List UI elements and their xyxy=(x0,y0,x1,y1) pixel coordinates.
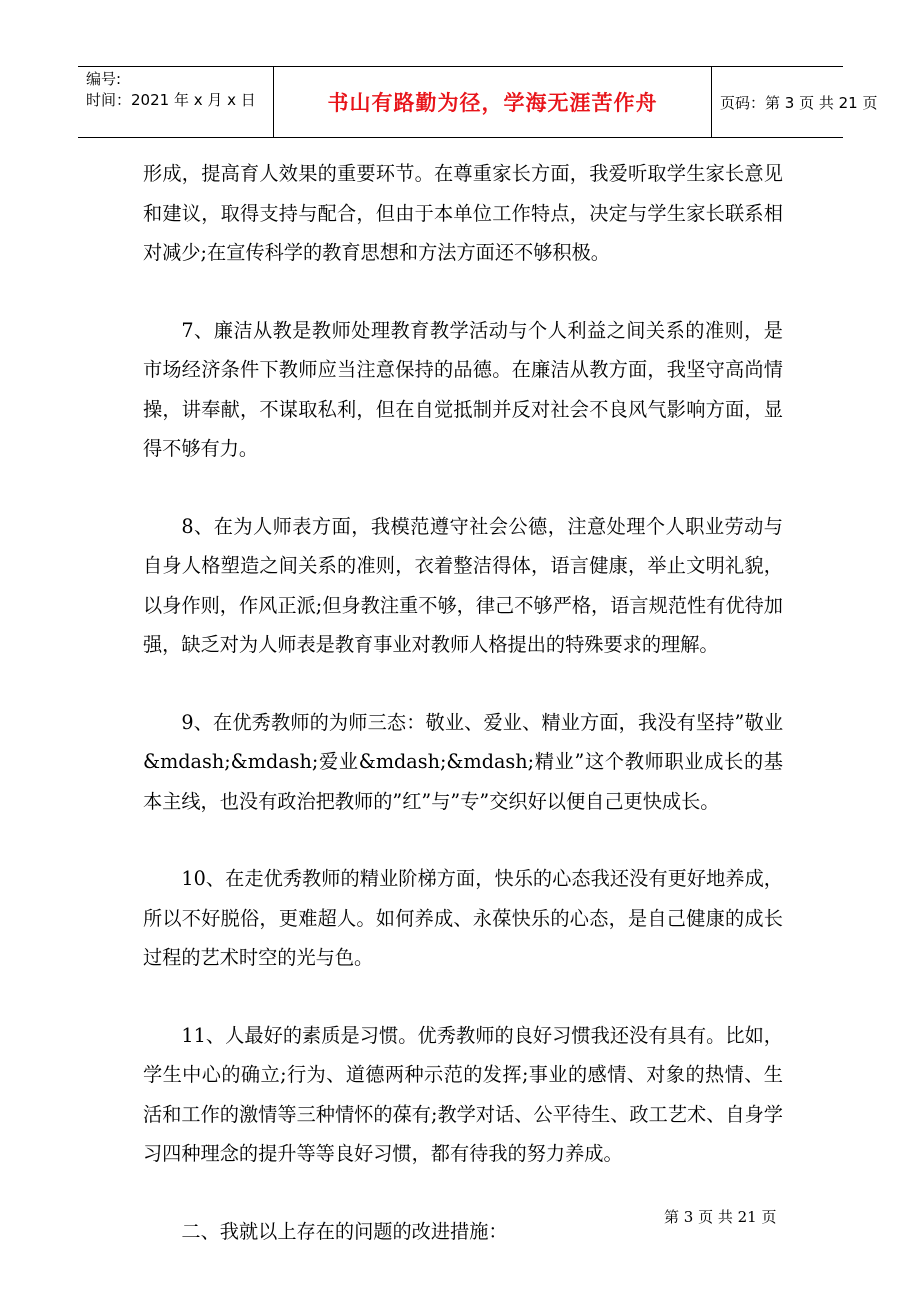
page-footer: 第 3 页 共 21 页 xyxy=(664,1208,777,1226)
header-motto-cell xyxy=(274,67,712,137)
paragraph-item-10: 10、在走优秀教师的精业阶梯方面，快乐的心态我还没有更好地养成，所以不好脱俗，更难超人。如何养成、永葆快乐的心态，是自己健康的成长过程的艺术时空的光与色。 xyxy=(143,867,783,969)
document-body xyxy=(143,154,783,1289)
paragraph-continuation: 形成，提高育人效果的重要环节。在尊重家长方面，我爱听取学生家长意见和建议，取得支持与配合，但由于本单位工作特点，决定与学生家长联系相对减少;在宣传科学的教育思想和方法方面还不够积极。 xyxy=(143,162,783,264)
paragraph-item-8: 8、在为人师表方面，我模范遵守社会公德，注意处理个人职业劳动与自身人格塑造之间关系的准则，衣着整洁得体，语言健康，举止文明礼貌，以身作则，作风正派;但身教注重不够，律己不够严格，语言规范性有优待加强，缺乏对为人师表是教育事业对教师人格提出的特殊要求的理解。 xyxy=(143,514,783,656)
page-header xyxy=(78,66,878,138)
header-page-cell xyxy=(712,67,878,137)
document-id-label: 编号: xyxy=(86,70,122,88)
paragraph-item-9: 9、在优秀教师的为师三态：敬业、爱业、精业方面，我没有坚持”敬业&mdash;&mdash;爱业&mdash;&mdash;精业”这个教师职业成长的基本主线，也没有政治把教师的”红”与”专”交织好以便自己更快成长。 xyxy=(143,710,783,813)
header-motto: 书山有路勤为径，学海无涯苦作舟 xyxy=(327,91,658,115)
header-page-info: 页码：第 3 页 共 21 页 xyxy=(720,93,878,112)
paragraph-item-7: 7、廉洁从教是教师处理教育教学活动与个人利益之间关系的准则，是市场经济条件下教师应当注意保持的品德。在廉洁从教方面，我坚守高尚情操，讲奉献，不谋取私利，但在自觉抵制并反对社会不良风气影响方面，显得不够有力。 xyxy=(143,318,783,460)
section-heading-improvements: 二、我就以上存在的问题的改进措施： xyxy=(181,1219,508,1243)
header-meta-cell xyxy=(78,67,274,137)
paragraph-item-11: 11、人最好的素质是习惯。优秀教师的良好习惯我还没有具有。比如，学生中心的确立;行为、道德两种示范的发挥;事业的感情、对象的热情、生活和工作的激情等三种情怀的葆有;教学对话、公平待生、政工艺术、自身学习四种理念的提升等等良好习惯，都有待我的努力养成。 xyxy=(143,1023,783,1165)
document-time-label: 时间：2021 年 x 月 x 日 xyxy=(86,91,256,109)
